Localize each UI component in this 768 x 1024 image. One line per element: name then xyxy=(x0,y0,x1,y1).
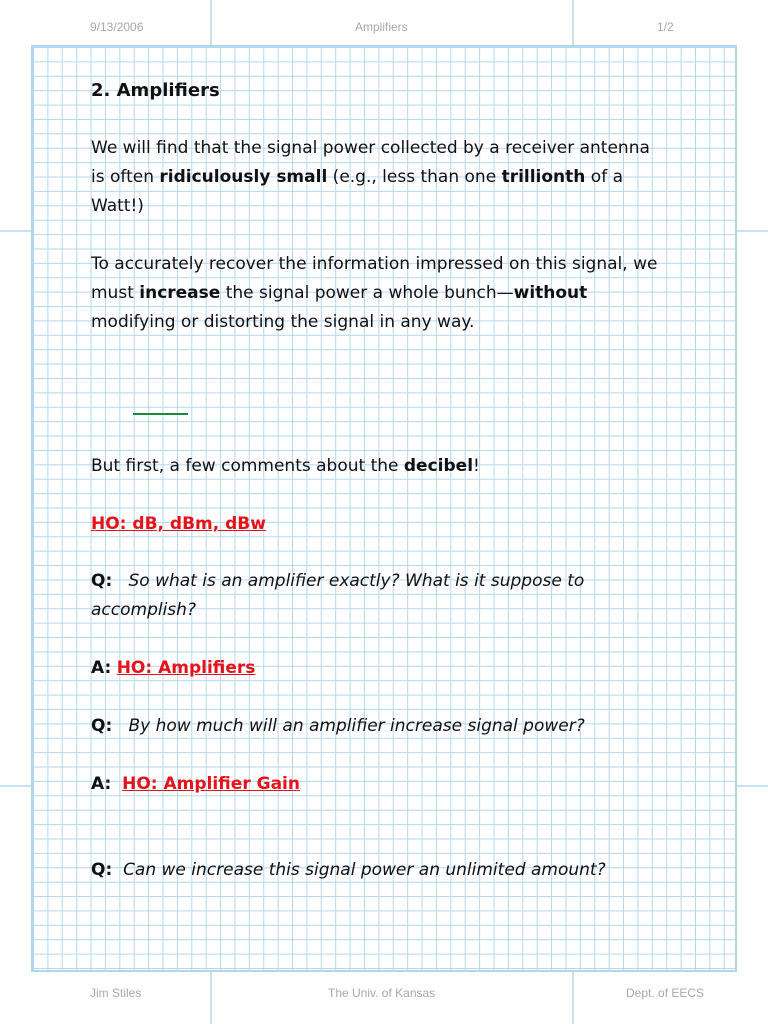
link-ho-amplifiers[interactable]: HO: Amplifiers xyxy=(116,658,256,678)
decorative-green-line xyxy=(133,413,188,415)
qa-label: Q: xyxy=(91,716,113,736)
qa-item xyxy=(91,712,661,741)
qa-item xyxy=(91,770,661,799)
paragraph-1 xyxy=(91,134,661,221)
bold-text: decibel xyxy=(403,456,474,476)
footer-author: Jim Stiles xyxy=(90,986,142,1000)
footer-department: Dept. of EECS xyxy=(626,986,705,1000)
qa-text: Can we increase this signal power an unlimited amount? xyxy=(123,860,606,880)
link-ho-amplifier-gain[interactable]: HO: Amplifier Gain xyxy=(122,774,300,794)
text-run: ! xyxy=(473,456,480,476)
qa-text: So what is an amplifier exactly? What is it suppose to accomplish? xyxy=(91,571,585,620)
qa-label: Q: xyxy=(91,860,113,880)
text-run: modifying or distorting the signal in any way. xyxy=(91,312,475,332)
paragraph-3 xyxy=(91,452,661,481)
text-run: the signal power a whole bunch— xyxy=(220,283,514,303)
qa-label: A: xyxy=(91,774,112,794)
section-heading: 2. Amplifiers xyxy=(91,80,220,101)
text-run: of a Watt!) xyxy=(91,167,624,216)
qa-item xyxy=(91,654,661,683)
header-page-number: 1/2 xyxy=(657,20,674,34)
qa-item xyxy=(91,856,661,885)
text-run: We will find that the signal power collected by a receiver antenna is often xyxy=(91,138,650,187)
text-run: To accurately recover the information impressed on this signal, we must xyxy=(91,254,658,303)
qa-label: A: xyxy=(91,658,112,678)
text-run: But first, a few comments about the xyxy=(91,456,404,476)
bold-text: without xyxy=(513,283,588,303)
footer-institution: The Univ. of Kansas xyxy=(328,986,436,1000)
bold-text: increase xyxy=(139,283,221,303)
qa-item xyxy=(91,567,661,625)
paragraph-2 xyxy=(91,250,661,337)
header-date: 9/13/2006 xyxy=(90,20,144,34)
bold-text: ridiculously small xyxy=(159,167,328,187)
header-title: Amplifiers xyxy=(355,20,408,34)
link-ho-db-dbm-dbw[interactable]: HO: dB, dBm, dBw xyxy=(91,514,266,534)
qa-text: By how much will an amplifier increase signal power? xyxy=(128,716,585,736)
qa-label: Q: xyxy=(91,571,113,591)
text-run: (e.g., less than one xyxy=(327,167,502,187)
bold-text: trillionth xyxy=(501,167,586,187)
